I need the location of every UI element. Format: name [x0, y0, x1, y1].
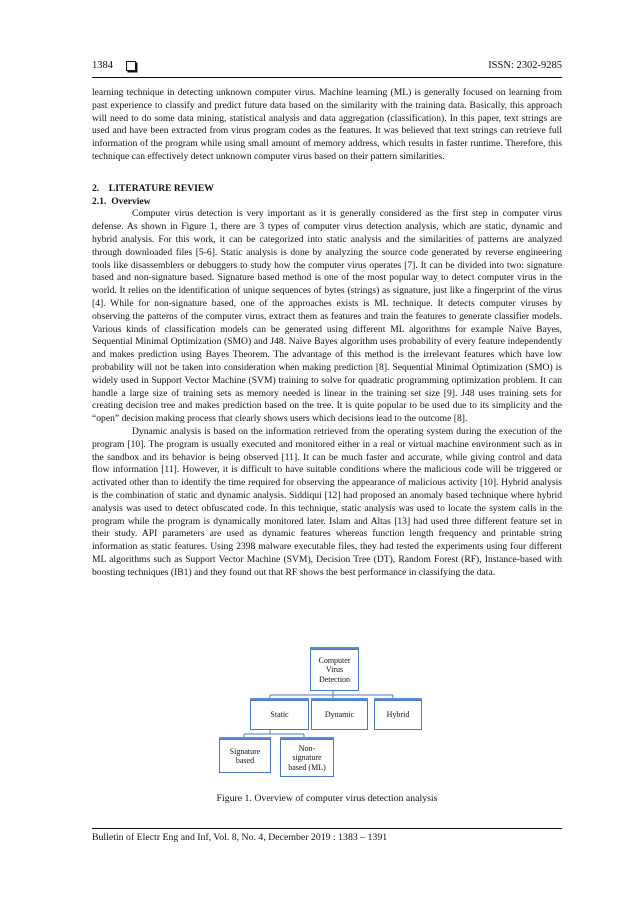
- node-non-signature-line-2: signature: [292, 753, 322, 763]
- node-static: [250, 700, 309, 730]
- footer-rule: [92, 828, 562, 829]
- intro-paragraph: learning technique in detecting unknown computer virus. Machine learning (ML) is generally focused on learning from past experience to classify and predict future data based on the similarity with the training data. Basically, this approach will need to do some data mining, statistical analysis and data aggregation (classification). In this paper, text strings are used and have been extracted from virus program codes as the features. It was believed that text strings can retrieve full information of the program while using small amount of memory address, which results in faster runtime. Therefore, this technique can effectively detect unknown computer virus based on their pattern similarities.: [92, 87, 562, 162]
- detection-diagram: [210, 642, 440, 782]
- node-hybrid-label: Hybrid: [386, 710, 410, 720]
- page-footer: [92, 828, 562, 843]
- node-root-line-2: Virus: [325, 665, 344, 675]
- node-non-signature-line-1: Non-: [298, 743, 316, 753]
- node-non-signature-based: [280, 739, 334, 777]
- node-signature-line-1: Signature: [229, 746, 261, 756]
- node-computer-virus-detection: [310, 649, 359, 691]
- overview-paragraph-2: Dynamic analysis is based on the information retrieved from the operating system during the execution of the program [10]. The program is usually executed and monitored either in a real or virtual machine environment such as in the sandbox and its behavior is being observed [11]. It can be much faster and accurate, while giving control and data flow information [11]. However, it is difficult to have suitable conditions where the malicious code will be triggered or activated other than to identify the time required for observing the appearance of malicious activity [10]. Hybrid analysis is the combination of static and dynamic analysis. Siddiqui [12] had proposed an anomaly based technique where hybrid analysis was used to detect obfuscated code. In this technique, static analysis was used to locate the system calls in the program while the program is dynamically monitored later. Islam and Altas [13] had used three different feature set in their study. API parameters are used as dynamic features whereas function length frequency and printable string information as static features. Using 2398 malware executable files, they had tested the experiments using four different ML algorithms such as Support Vector Machine (SVM), Decision Tree (DT), Random Forest (RF), Instance-based with boosting techniques (IB1) and they found out that RF shows the best performance in classifying the data.: [92, 425, 562, 578]
- node-dynamic: [311, 700, 368, 730]
- section-heading: 2. LITERATURE REVIEW: [92, 182, 214, 194]
- page-number: 1384: [92, 60, 113, 71]
- node-root-line-3: Detection: [318, 674, 351, 684]
- figure-caption: Figure 1. Overview of computer virus detection analysis: [216, 793, 438, 804]
- node-root-line-1: Computer: [318, 655, 351, 665]
- node-dynamic-label: Dynamic: [324, 710, 355, 720]
- node-hybrid: [374, 700, 422, 730]
- issn: ISSN: 2302-9285: [488, 60, 562, 71]
- node-static-label: Static: [270, 710, 289, 720]
- journal-citation: Bulletin of Electr Eng and Inf, Vol. 8, No. 4, December 2019 : 1383 – 1391: [92, 832, 388, 843]
- square-icon: [126, 61, 136, 71]
- node-signature-line-2: based: [235, 756, 255, 765]
- overview-paragraph-1: Computer virus detection is very important as it is generally considered as the first step in computer virus defense. As shown in Figure 1, there are 3 types of computer virus detection analysis, which are static, dynamic and hybrid analysis. For this work, it can be categorized into static analysis and the similarities of patterns are analyzed through downloaded files [5-6]. Static analysis is done by analyzing the source code generated by reverse engineering tools like disassemblers or debuggers to study how the computer virus operates [7]. It can be divided into two: signature based and non-signature based. Signature based method is one of the most popular way to detect computer virus in the world. It relies on the identification of unique sequences of bytes (strings) as signature, just like a fingerprint of the virus [4]. While for non-signature based, one of the approaches exists is ML technique. It detects computer viruses by observing the patterns of the computer virus, extract them as features and train the features to generate classifier models. Various kinds of classification models can be generated using different ML algorithms for example Naïve Bayes, Sequential Minimal Optimization (SMO) and J48. Naïve Bayes algorithm uses probability of every feature independently and makes prediction using Bayes Theorem. The advantage of this method is the irrelevant features which have low probability will not be taken into consideration when making prediction [8]. Sequential Minimal Optimization (SMO) is widely used in Support Vector Machine (SVM) training to solve for quadratic programming optimization problem. It can handle a large size of training sets as memory needed is linear in the training set size [9]. J48 uses training sets for creating decision tree and makes prediction based on the tree. It is quite popular to be used due to its simplicity and the “open” decision making process that clearly shows users which decisions lead to the outcome [8].: [92, 208, 562, 425]
- page-header: [92, 60, 562, 76]
- subsection-heading: 2.1. Overview: [92, 195, 151, 207]
- body-text: [92, 87, 562, 579]
- header-rule: [92, 77, 562, 78]
- node-signature-based: [219, 739, 271, 773]
- node-non-signature-line-3: based (ML): [288, 762, 326, 772]
